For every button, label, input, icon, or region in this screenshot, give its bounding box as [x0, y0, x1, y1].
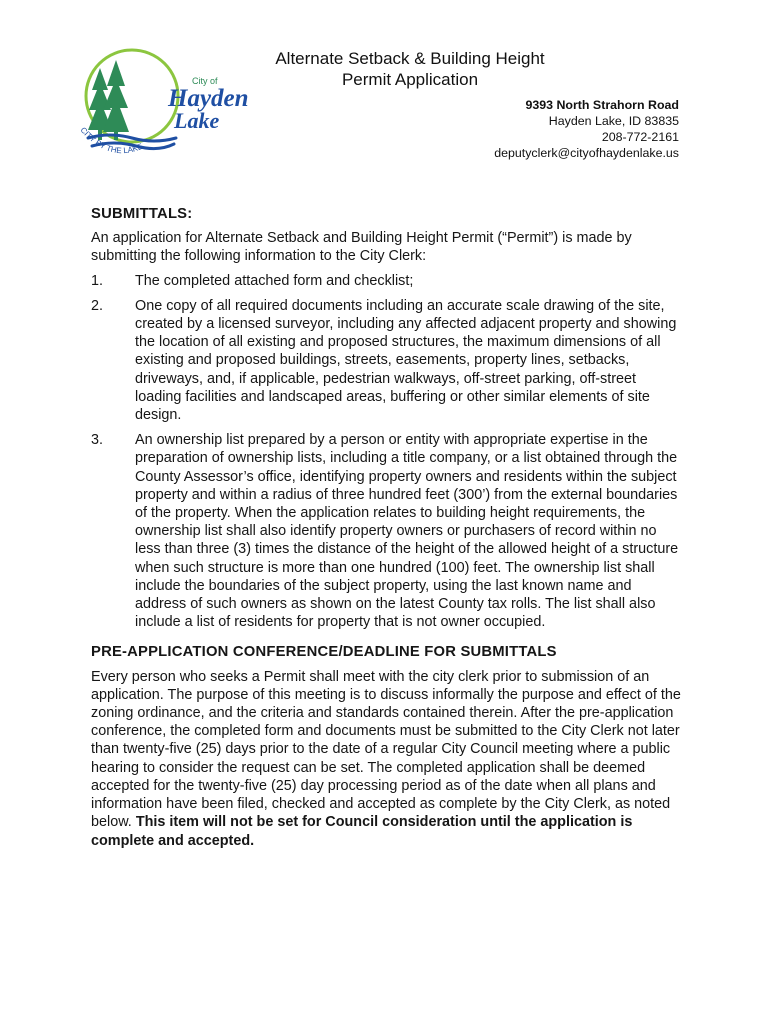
page-title: [220, 48, 600, 90]
logo-name-line1: Hayden: [168, 85, 249, 112]
preapp-paragraph: [91, 668, 681, 850]
street-address: 9393 North Strahorn Road: [525, 98, 679, 112]
submittals-intro: An application for Alternate Setback and Building Height Permit (“Permit”) is made by submitting the following information to the City Clerk:: [91, 230, 632, 265]
logo-tagline: CITY BY THE LAKE: [78, 125, 145, 156]
list-item: [91, 431, 681, 631]
logo-small-text: City of: [192, 76, 218, 86]
preapp-text: Every person who seeks a Permit shall meet with the city clerk prior to submission of an application. The purpose of this meeting is to discuss informally the purpose and effect of the zoning ordinance, and the criteria and standards contained therein. After the pre-application conference, the completed form and documents must be submitted to the City Clerk not later than twenty-five (25) days prior to the date of a regular City Council meeting where a public hearing to consider the request can be set. The completed application shall be deemed accepted for the twenty-five (25) day processing period as of the date when all plans and information have been filed, checked and accepted as complete by the City Clerk, as noted below.: [91, 668, 681, 831]
title-line2: Permit Application: [341, 70, 479, 89]
email-address: deputyclerk@cityofhaydenlake.us: [494, 146, 679, 160]
preapp-heading: PRE-APPLICATION CONFERENCE/DEADLINE FOR SUBMITTALS: [91, 644, 557, 661]
logo-name-line2: Lake: [174, 108, 220, 133]
list-item-number: 1.: [91, 272, 104, 289]
list-item-text: One copy of all required documents including an accurate scale drawing of the site, created by a licensed surveyor, including any affected adjacent property and showing the location of all existing and proposed structures, the maximum dimensions of all existing and proposed buildings, streets, easements, property lines, setbacks, driveways, and, if applicable, pedestrian walkways, off-street parking, off-street loading facilities and landscaped areas, buffering or other similar elements of site design.: [135, 297, 677, 424]
list-item-text: An ownership list prepared by a person or entity with appropriate expertise in the preparation of ownership lists, including a title company, or a list obtained through the County Assessor’s office, identifying property owners and residents within the subject property and within a radius of three hundred feet (300’) from the external boundaries of the property. When the application relates to building height requirements, the ownership list shall also identify property owners or purchasers of record within no less than three (3) times the distance of the height of the allowed height of a structure when such structure is more than one hundred (100) feet. The ownership list shall include the boundaries of the subject property, using the last known name and address of such owners as shown on the latest County tax rolls. The list shall also include a list of residents for property that is not owner occupied.: [135, 432, 679, 631]
phone-number: 208-772-2161: [601, 130, 679, 144]
list-item-number: 2.: [91, 297, 104, 314]
list-item-text: The completed attached form and checklist;: [135, 272, 414, 289]
contact-block: [494, 97, 679, 161]
preapp-bold-text: This item will not be set for Council consideration until the application is complete and accepted.: [91, 814, 633, 849]
document-body: [91, 205, 681, 850]
list-item: [91, 297, 681, 424]
list-item-number: 3.: [91, 432, 104, 449]
city-state-zip: Hayden Lake, ID 83835: [548, 114, 679, 128]
title-line1: Alternate Setback & Building Height: [275, 49, 545, 68]
submittals-heading: SUBMITTALS:: [91, 206, 193, 222]
list-item: [91, 272, 681, 290]
